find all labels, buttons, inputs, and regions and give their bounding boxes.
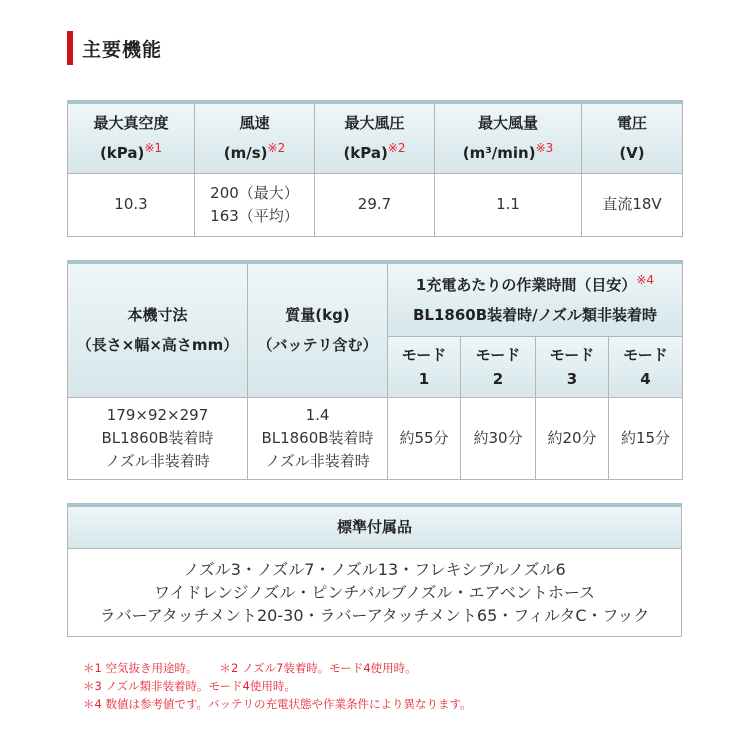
section-heading — [67, 31, 162, 65]
value-voltage: 直流18V — [582, 173, 683, 236]
value-air-speed: 200（最大） 163（平均） — [195, 173, 315, 236]
header-air-speed: 風速 (m/s)$^{※2}$ — [195, 102, 315, 173]
accessories-table — [67, 503, 682, 637]
note-marker: ※2 — [267, 141, 286, 156]
value-max-pressure: 29.7 — [315, 173, 435, 236]
footnotes — [83, 659, 494, 713]
header-mode-1: モード 1 — [388, 336, 461, 397]
spec-table-dimensions — [67, 260, 683, 480]
header-mode-4: モード 4 — [609, 336, 683, 397]
header-voltage: 電圧 (V) — [582, 102, 683, 173]
value-mode-4-time: 約15分 — [609, 397, 683, 479]
note-marker: ※1 — [144, 141, 163, 156]
header-max-vacuum: 最大真空度 (kPa)$^{※1}$ — [68, 102, 195, 173]
value-mass: 1.4 BL1860B装着時 ノズル非装着時 — [248, 397, 388, 479]
accessory-line: ラバーアタッチメント20-30・ラバーアタッチメント65・フィルタC・フック — [99, 605, 650, 625]
spec-table-performance — [67, 100, 683, 237]
note-marker: ※4 — [636, 272, 655, 287]
footnote-3: ＊3 ノズル類非装着時。モード4使用時。 — [83, 679, 296, 693]
footnote-1: ＊1 空気抜き用途時。 — [83, 661, 198, 675]
heading-accent-bar — [67, 31, 73, 65]
header-mode-2: モード 2 — [461, 336, 536, 397]
accessory-line: ノズル3・ノズル7・ノズル13・フレキシブルノズル6 — [183, 559, 566, 579]
header-max-pressure: 最大風圧 (kPa)$^{※2}$ — [315, 102, 435, 173]
header-runtime: 1充電あたりの作業時間（目安）$^{※4}$ BL1860B装着時/ノズル類非装着時 — [388, 262, 683, 336]
header-mass: 質量(kg) （バッテリ含む） — [248, 262, 388, 397]
value-mode-3-time: 約20分 — [536, 397, 609, 479]
footnote-4: ＊4 数値は参考値です。バッテリの充電状態や作業条件により異なります。 — [83, 697, 472, 711]
value-mode-1-time: 約55分 — [388, 397, 461, 479]
header-accessories: 標準付属品 — [68, 505, 682, 548]
accessories-list — [68, 548, 682, 636]
section-title: 主要機能 — [82, 38, 163, 61]
header-mode-3: モード 3 — [536, 336, 609, 397]
note-marker: ※2 — [387, 141, 406, 156]
footnote-2: ＊2 ノズル7装着時。モード4使用時。 — [219, 661, 417, 675]
header-max-volume: 最大風量 (m³/min)$^{※3}$ — [435, 102, 582, 173]
header-dimensions: 本機寸法 （長さ×幅×高さmm） — [68, 262, 248, 397]
value-mode-2-time: 約30分 — [461, 397, 536, 479]
value-max-volume: 1.1 — [435, 173, 582, 236]
note-marker: ※3 — [535, 141, 554, 156]
accessory-line: ワイドレンジノズル・ピンチバルブノズル・エアベントホース — [153, 582, 596, 602]
value-max-vacuum: 10.3 — [68, 173, 195, 236]
value-dimensions: 179×92×297 BL1860B装着時 ノズル非装着時 — [68, 397, 248, 479]
